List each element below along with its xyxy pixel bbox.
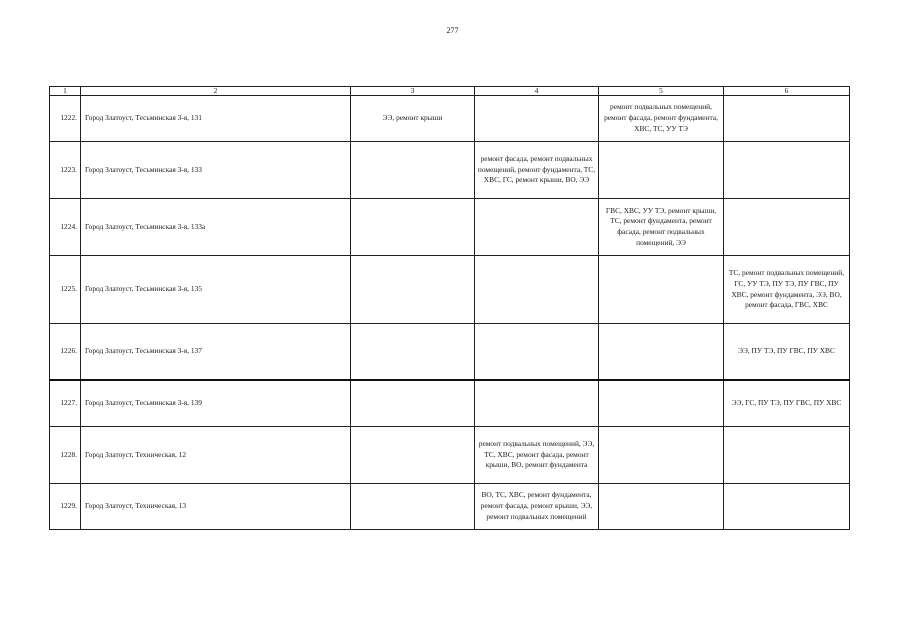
row-col4: ремонт фасада, ремонт подвальных помещений, ремонт фундамента, ТС, ХВС, ГС, ремонт крыши, ВО, ЭЭ: [475, 142, 599, 199]
row-col5: [599, 256, 724, 324]
row-address: Город Златоуст, Тесьминская 3-я, 135: [81, 256, 351, 324]
table-row: [50, 484, 850, 530]
table-row: [50, 427, 850, 484]
table-row: [50, 256, 850, 324]
table-row: [50, 96, 850, 142]
row-col5: [599, 380, 724, 427]
row-col5: ремонт подвальных помещений, ремонт фасада, ремонт фундамента, ХВС, ТС, УУ ТЭ: [599, 96, 724, 142]
row-number: 1229.: [50, 484, 81, 530]
column-header: 5: [599, 87, 724, 96]
row-col3: [351, 427, 475, 484]
row-number: 1223.: [50, 142, 81, 199]
table-header-row: [50, 87, 850, 96]
row-col5: [599, 142, 724, 199]
row-col4: [475, 96, 599, 142]
row-col4: [475, 256, 599, 324]
row-number: 1227.: [50, 380, 81, 427]
row-number: 1224.: [50, 199, 81, 256]
row-col4: [475, 324, 599, 380]
column-header: 4: [475, 87, 599, 96]
row-col6: [724, 427, 850, 484]
table-row: [50, 199, 850, 256]
row-address: Город Златоуст, Техническая, 12: [81, 427, 351, 484]
row-col5: [599, 324, 724, 380]
row-address: Город Златоуст, Тесьминская 3-я, 133а: [81, 199, 351, 256]
row-col6: ТС, ремонт подвальных помещений, ГС, УУ ТЭ, ПУ ТЭ, ПУ ГВС, ПУ ХВС, ремонт фундамента, ЭЭ, ВО, ремонт фасада, ГВС, ХВС: [724, 256, 850, 324]
row-col6: [724, 96, 850, 142]
row-number: 1222.: [50, 96, 81, 142]
row-address: Город Златоуст, Тесьминская 3-я, 133: [81, 142, 351, 199]
table-row: [50, 324, 850, 380]
row-col3: [351, 199, 475, 256]
row-address: Город Златоуст, Тесьминская 3-я, 139: [81, 380, 351, 427]
row-col4: [475, 380, 599, 427]
row-col3: [351, 142, 475, 199]
table-row: [50, 380, 850, 427]
row-col6: ЭЭ, ГС, ПУ ТЭ, ПУ ГВС, ПУ ХВС: [724, 380, 850, 427]
row-col3: [351, 484, 475, 530]
row-col6: [724, 199, 850, 256]
row-col4: [475, 199, 599, 256]
column-header: 2: [81, 87, 351, 96]
row-address: Город Златоуст, Техническая, 13: [81, 484, 351, 530]
row-col5: [599, 484, 724, 530]
row-number: 1226.: [50, 324, 81, 380]
row-col3: [351, 324, 475, 380]
row-col5: [599, 427, 724, 484]
row-col4: ремонт подвальных помещений, ЭЭ, ТС, ХВС, ремонт фасада, ремонт крыши, ВО, ремонт фундамента: [475, 427, 599, 484]
row-number: 1228.: [50, 427, 81, 484]
row-address: Город Златоуст, Тесьминская 3-я, 131: [81, 96, 351, 142]
column-header: 1: [50, 87, 81, 96]
row-col6: ЭЭ, ПУ ТЭ, ПУ ГВС, ПУ ХВС: [724, 324, 850, 380]
row-col6: [724, 484, 850, 530]
row-number: 1225.: [50, 256, 81, 324]
row-col4: ВО, ТС, ХВС, ремонт фундамента, ремонт фасада, ремонт крыши, ЭЭ, ремонт подвальных помещений: [475, 484, 599, 530]
column-header: 6: [724, 87, 850, 96]
row-col6: [724, 142, 850, 199]
row-col3: ЭЭ, ремонт крыши: [351, 96, 475, 142]
register-table: [49, 86, 850, 530]
page-number: 277: [446, 26, 459, 35]
table-row: [50, 142, 850, 199]
row-address: Город Златоуст, Тесьминская 3-я, 137: [81, 324, 351, 380]
row-col3: [351, 380, 475, 427]
column-header: 3: [351, 87, 475, 96]
row-col3: [351, 256, 475, 324]
row-col5: ГВС, ХВС, УУ ТЭ, ремонт крыши, ТС, ремонт фундамента, ремонт фасада, ремонт подвальных помещений, ЭЭ: [599, 199, 724, 256]
